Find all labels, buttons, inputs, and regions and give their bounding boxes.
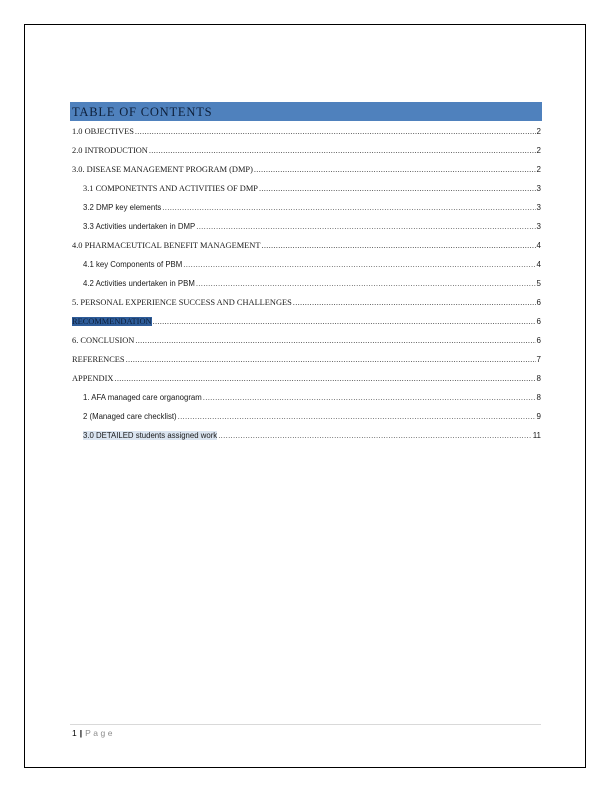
dot-leader — [153, 317, 536, 326]
toc-entry-objectives[interactable] — [72, 127, 541, 146]
dot-leader — [254, 165, 536, 174]
toc-entry-page: 5 — [536, 279, 541, 288]
toc-title: TABLE OF CONTENTS — [70, 102, 542, 121]
toc-entry-label: 3.0. DISEASE MANAGEMENT PROGRAM (DMP) — [72, 165, 253, 174]
toc-entry-dmp-key-elements[interactable] — [72, 203, 541, 222]
toc-entry-label: 1.0 OBJECTIVES — [72, 127, 134, 136]
toc-entry-checklist[interactable] — [72, 412, 541, 431]
toc-entry-page: 9 — [536, 412, 541, 421]
dot-leader — [293, 298, 536, 307]
toc-entry-page: 2 — [536, 146, 541, 155]
dot-leader — [149, 146, 536, 155]
toc-entry-recommendation[interactable] — [72, 317, 541, 336]
toc-entry-label: 3.3 Activities undertaken in DMP — [83, 222, 196, 231]
toc-entry-page: 6 — [536, 336, 541, 345]
dot-leader — [114, 374, 535, 383]
footer-page-number: 1 — [72, 728, 77, 738]
dot-leader — [196, 222, 535, 231]
toc-entry-pbm-components[interactable] — [72, 260, 541, 279]
footer-page-word: Page — [85, 728, 115, 738]
toc-entry-personal-experience[interactable] — [72, 298, 541, 317]
dot-leader — [218, 431, 531, 440]
toc-entry-label: 4.1 key Components of PBM — [83, 260, 183, 269]
toc-entry-page: 6 — [536, 317, 541, 326]
dot-leader — [178, 412, 536, 421]
toc-entry-conclusion[interactable] — [72, 336, 541, 355]
toc-entry-page: 2 — [536, 165, 541, 174]
dot-leader — [261, 241, 535, 250]
toc-entry-label: 1. AFA managed care organogram — [83, 393, 202, 402]
toc-entry-dmp[interactable] — [72, 165, 541, 184]
toc-entry-page: 3 — [536, 184, 541, 193]
toc-entry-introduction[interactable] — [72, 146, 541, 165]
toc-entry-label: 3.0 DETAILED students assigned work — [83, 431, 218, 440]
toc-entry-label: 4.0 PHARMACEUTICAL BENEFIT MANAGEMENT — [72, 241, 261, 250]
dot-leader — [183, 260, 535, 269]
page-footer — [72, 728, 115, 738]
toc-entry-label: 6. CONCLUSION — [72, 336, 135, 345]
toc-entry-dmp-activities[interactable] — [72, 222, 541, 241]
footer-divider — [70, 724, 541, 725]
toc-entry-dmp-components[interactable] — [72, 184, 541, 203]
toc-entry-references[interactable] — [72, 355, 541, 374]
toc-entry-page: 2 — [536, 127, 541, 136]
toc-entry-assigned-work[interactable] — [72, 431, 541, 450]
dot-leader — [203, 393, 536, 402]
toc-entry-label: APPENDIX — [72, 374, 114, 383]
footer-separator: | — [79, 728, 83, 738]
toc-entry-page: 3 — [536, 222, 541, 231]
toc-entry-label: 4.2 Activities undertaken in PBM — [83, 279, 195, 288]
toc-entry-pbm[interactable] — [72, 241, 541, 260]
toc-entry-label: 2 (Managed care checklist) — [83, 412, 177, 421]
toc-entry-page: 7 — [536, 355, 541, 364]
toc-entry-organogram[interactable] — [72, 393, 541, 412]
dot-leader — [259, 184, 536, 193]
toc-entry-label: 3.2 DMP key elements — [83, 203, 162, 212]
toc-entry-label: 5. PERSONAL EXPERIENCE SUCCESS AND CHALLENGES — [72, 298, 292, 307]
dot-leader — [135, 336, 535, 345]
toc-entry-page: 8 — [536, 374, 541, 383]
toc-list — [72, 127, 541, 450]
toc-entry-appendix[interactable] — [72, 374, 541, 393]
toc-entry-page: 3 — [536, 203, 541, 212]
dot-leader — [162, 203, 535, 212]
dot-leader — [135, 127, 536, 136]
dot-leader — [196, 279, 536, 288]
toc-entry-page: 11 — [532, 431, 541, 440]
toc-entry-label: 2.0 INTRODUCTION — [72, 146, 148, 155]
toc-entry-page: 6 — [536, 298, 541, 307]
toc-entry-page: 4 — [536, 241, 541, 250]
toc-entry-label: RECOMMENDATION — [72, 317, 152, 326]
toc-entry-page: 8 — [536, 393, 541, 402]
toc-entry-page: 4 — [536, 260, 541, 269]
toc-entry-label: REFERENCES — [72, 355, 125, 364]
toc-entry-label: 3.1 COMPONETNTS AND ACTIVITIES OF DMP — [83, 184, 258, 193]
dot-leader — [126, 355, 536, 364]
toc-entry-pbm-activities[interactable] — [72, 279, 541, 298]
